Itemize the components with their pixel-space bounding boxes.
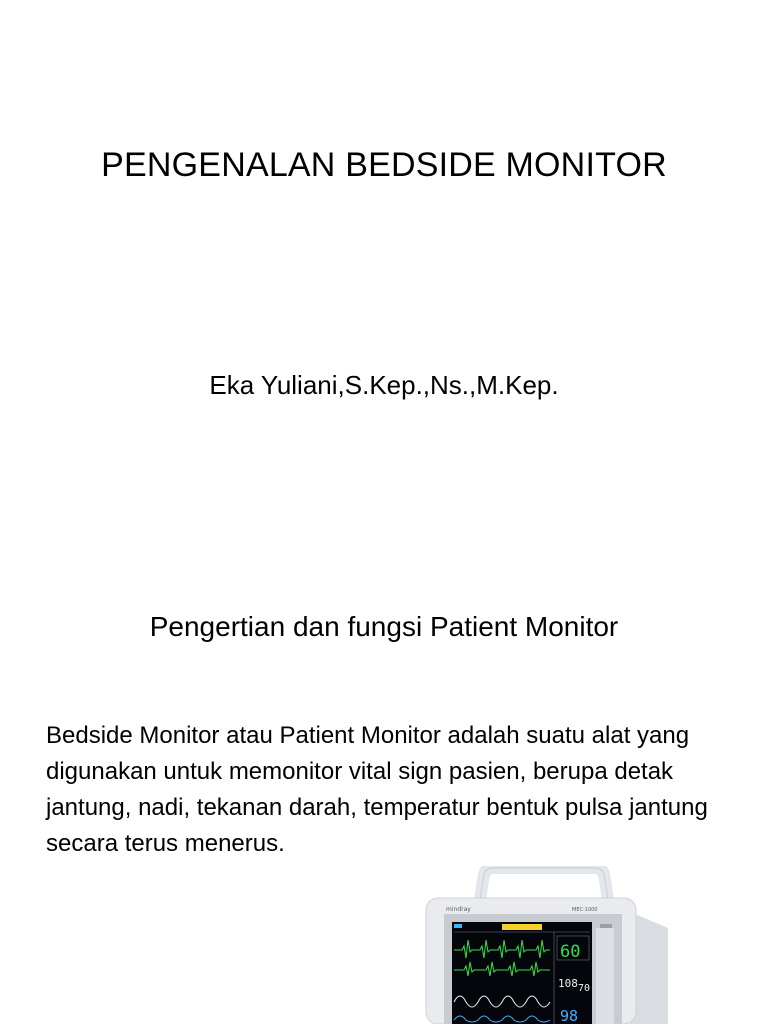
spo2-readout: 98 (560, 1007, 579, 1024)
author-name: Eka Yuliani,S.Kep.,Ns.,M.Kep. (209, 370, 559, 400)
pressure-secondary-readout: 70 (578, 983, 591, 994)
slide-title: PENGENALAN BEDSIDE MONITOR (101, 146, 667, 184)
pressure-readout: 108 (558, 977, 578, 990)
brand-label: mindray (446, 906, 471, 913)
section-heading: Pengertian dan fungsi Patient Monitor (149, 611, 619, 642)
patient-monitor-image (424, 866, 672, 1024)
heart-rate-readout: 60 (560, 942, 581, 962)
body-paragraph: Bedside Monitor atau Patient Monitor adalah suatu alat yang digunakan untuk memonitor vital sign pasien, berupa detak jantung, nadi, tekanan darah, temperatur bentuk pulsa jantung secara terus menerus. (46, 722, 708, 857)
model-label: MEC-1000 (572, 907, 598, 913)
